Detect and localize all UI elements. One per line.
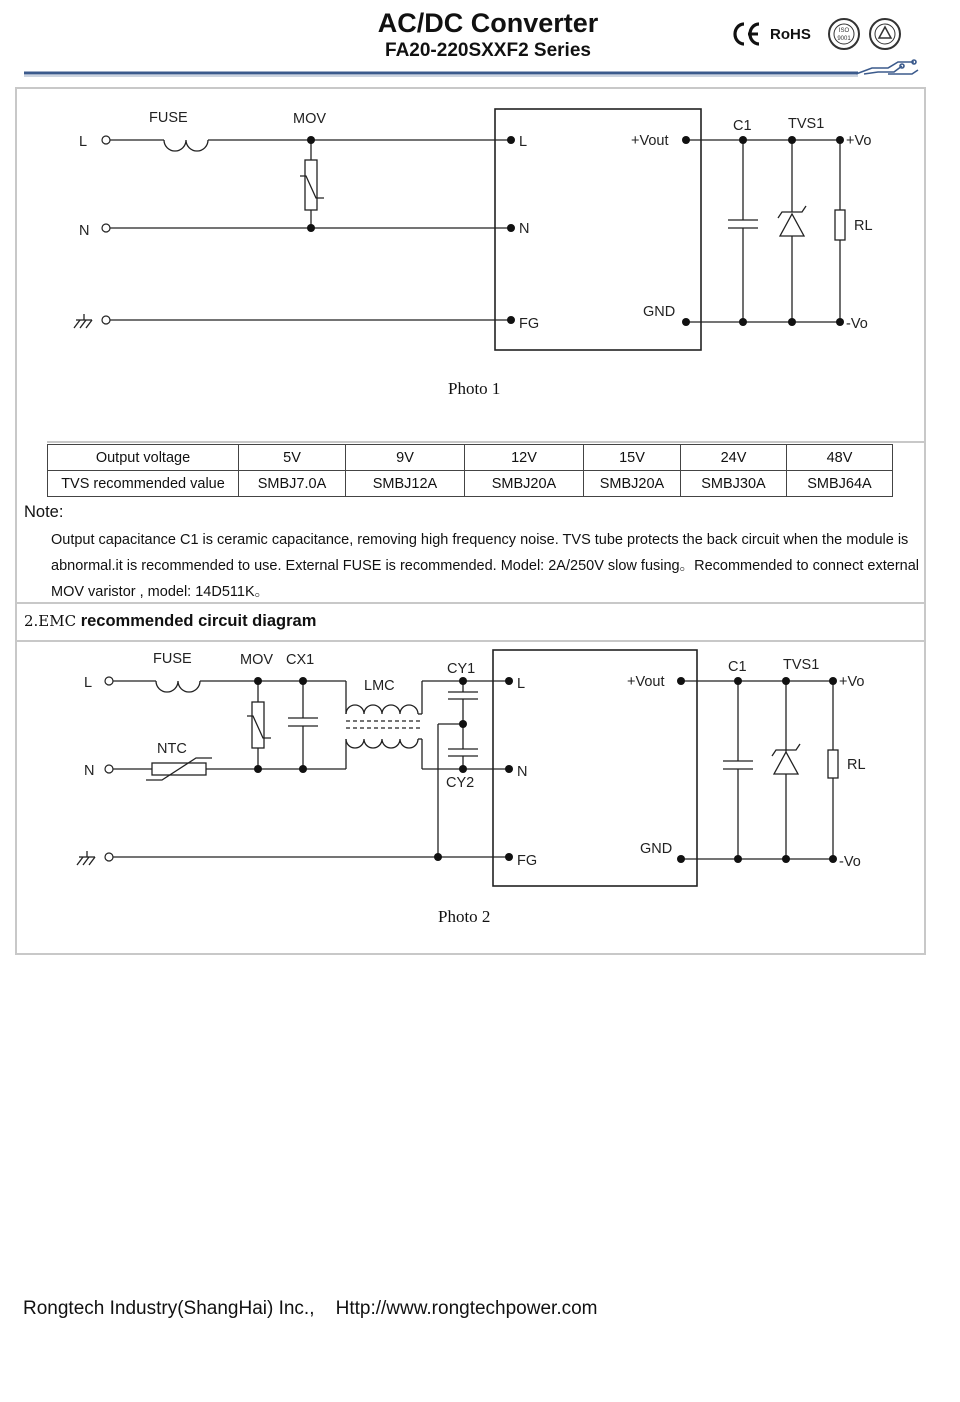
quality-seal-icon <box>870 19 900 49</box>
header-rule <box>0 56 960 86</box>
pin-gnd: GND <box>643 304 676 320</box>
table-cell: SMBJ64A <box>787 471 893 497</box>
caption-photo-1: Photo 1 <box>448 379 501 398</box>
emc-recommended-circuit <box>16 642 925 954</box>
label-cy1: CY1 <box>447 661 476 677</box>
label-vo-neg: -Vo <box>839 854 861 870</box>
table-cell: 9V <box>346 445 465 471</box>
ce-mark-icon <box>735 24 759 44</box>
label-mov: MOV <box>240 652 274 668</box>
table-cell: SMBJ12A <box>346 471 465 497</box>
label-rl: RL <box>854 218 873 234</box>
label-rl: RL <box>847 757 866 773</box>
basic-application-circuit <box>16 88 925 442</box>
table-cell: SMBJ20A <box>584 471 681 497</box>
section-title: recommended circuit diagram <box>80 612 317 630</box>
label-c1: C1 <box>728 659 747 675</box>
table-cell: 15V <box>584 445 681 471</box>
table-cell: 12V <box>465 445 584 471</box>
series-subtitle: FA20-220SXXF2 Series <box>385 40 591 61</box>
label-cy2: CY2 <box>446 775 475 791</box>
label-vo-pos: +Vo <box>846 133 872 149</box>
label-ntc: NTC <box>157 741 187 757</box>
pin-l: L <box>517 676 526 692</box>
footer-company-info: Rongtech Industry(ShangHai) Inc., Http://www.rongtechpower.com <box>23 1298 598 1319</box>
section-2-heading <box>24 612 316 631</box>
pin-l: L <box>519 134 528 150</box>
pin-fg: FG <box>519 316 540 332</box>
label-vo-neg: -Vo <box>846 316 868 332</box>
table-cell: SMBJ20A <box>465 471 584 497</box>
table-cell: Output voltage <box>48 445 239 471</box>
label-vo-pos: +Vo <box>839 674 865 690</box>
table-cell: TVS recommended value <box>48 471 239 497</box>
label-fuse: FUSE <box>153 651 192 667</box>
label-l-input: L <box>84 675 93 691</box>
label-fuse: FUSE <box>149 110 188 126</box>
pin-vout: +Vout <box>627 674 665 690</box>
label-l-input: L <box>79 134 88 150</box>
svg-text:ISO: ISO <box>838 28 850 34</box>
caption-photo-2: Photo 2 <box>438 907 491 926</box>
label-lmc: LMC <box>364 678 395 694</box>
table-cell: SMBJ30A <box>681 471 787 497</box>
svg-text:9001: 9001 <box>837 36 851 42</box>
table-cell: 48V <box>787 445 893 471</box>
section-number: 2.EMC <box>24 612 77 630</box>
pin-vout: +Vout <box>631 133 669 149</box>
tvs-table <box>47 444 893 497</box>
circuit-trace-icon <box>856 60 918 74</box>
rohs-mark: RoHS <box>770 26 811 43</box>
note-title: Note: <box>24 503 64 521</box>
iso-9001-seal-icon <box>829 19 859 49</box>
label-cx1: CX1 <box>286 652 315 668</box>
pin-n: N <box>519 221 530 237</box>
pin-n: N <box>517 764 528 780</box>
table-row <box>48 471 893 497</box>
label-tvs1: TVS1 <box>788 116 825 132</box>
label-n-input: N <box>84 763 95 779</box>
label-c1: C1 <box>733 118 752 134</box>
label-tvs1: TVS1 <box>783 657 820 673</box>
pin-gnd: GND <box>640 841 673 857</box>
note-text: Output capacitance C1 is ceramic capacitance, removing high frequency noise. TVS tube protects the back circuit when the module is abnormal.it is recommended to use. External FUSE is recommended. Model: 2A/250V slow fusing。Recommended to connect external MOV varistor , model: 14D511K。 <box>51 532 920 600</box>
table-row <box>48 445 893 471</box>
table-cell: 5V <box>239 445 346 471</box>
page-title: AC/DC Converter <box>377 8 599 38</box>
certification-logos <box>730 16 910 54</box>
pin-fg: FG <box>517 853 538 869</box>
label-n-input: N <box>79 223 90 239</box>
table-cell: SMBJ7.0A <box>239 471 346 497</box>
table-cell: 24V <box>681 445 787 471</box>
label-mov: MOV <box>293 111 327 127</box>
